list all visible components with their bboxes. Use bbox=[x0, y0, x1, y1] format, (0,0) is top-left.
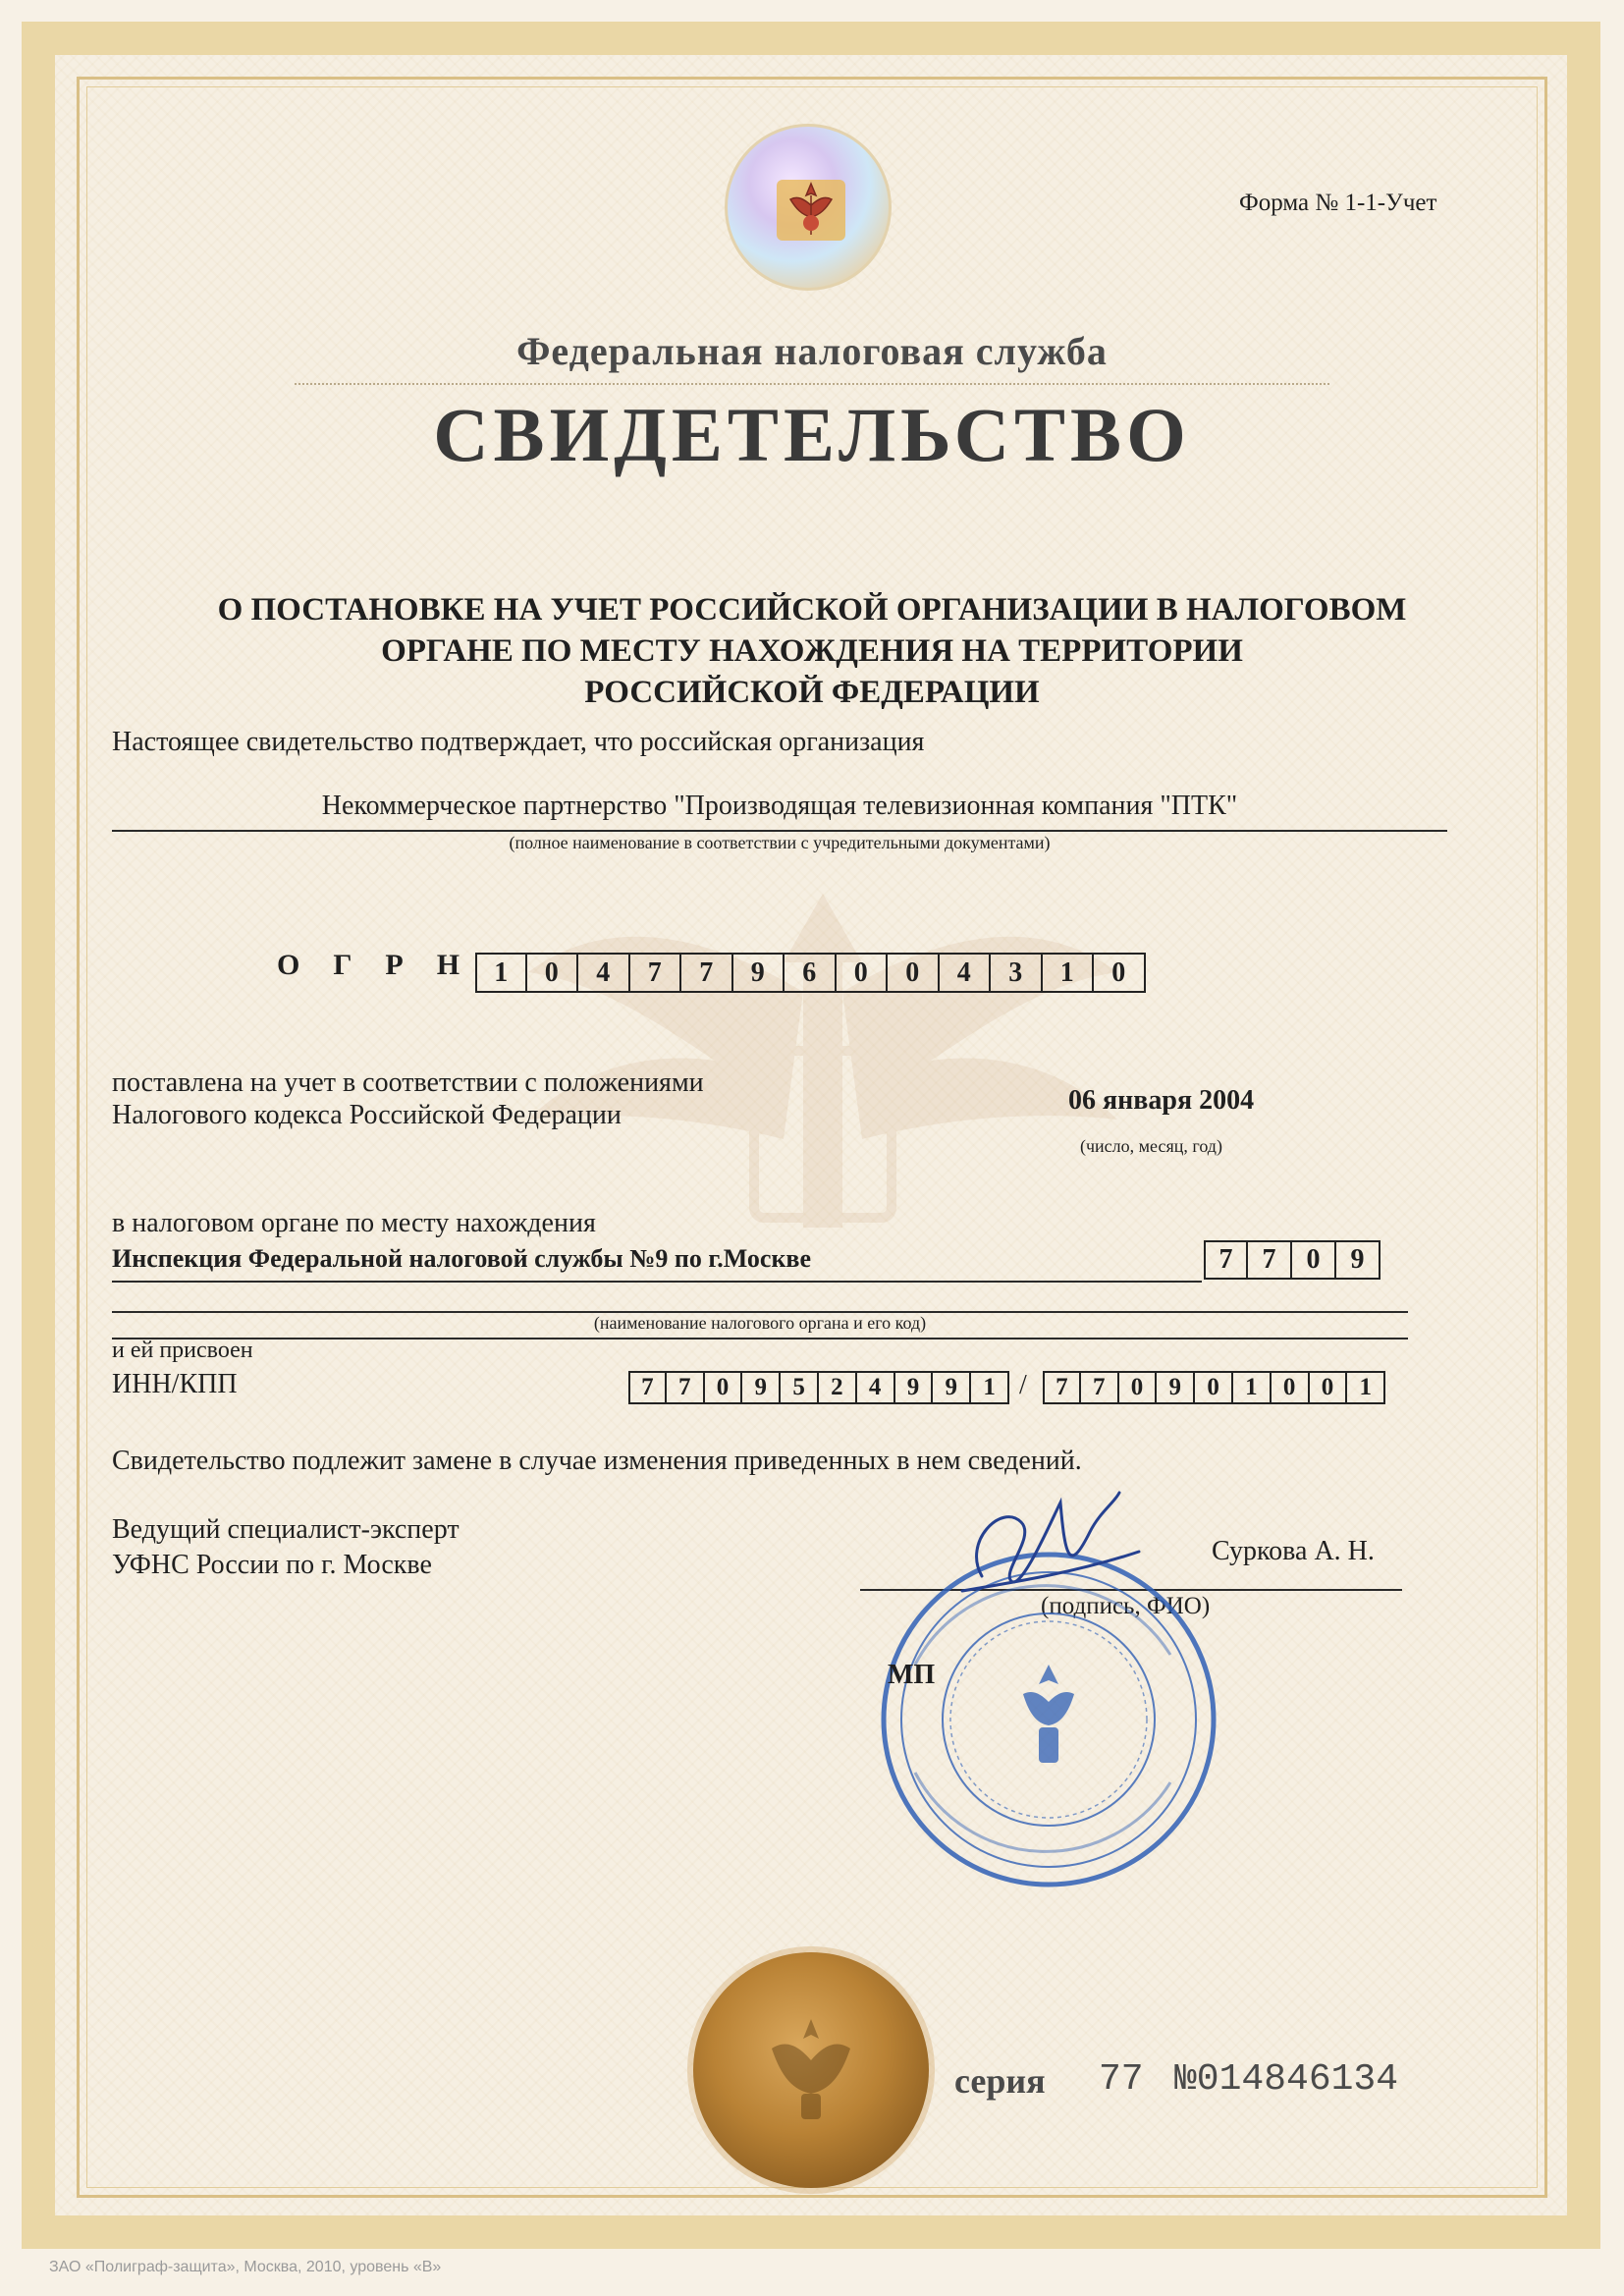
kpp-digit: 0 bbox=[1272, 1371, 1310, 1404]
inn-digit: 9 bbox=[933, 1371, 971, 1404]
subtitle-line: О ПОСТАНОВКЕ НА УЧЕТ РОССИЙСКОЙ ОРГАНИЗАЦИИ В НАЛОГОВОМ bbox=[217, 592, 1407, 628]
kpp-digit: 1 bbox=[1233, 1371, 1272, 1404]
agency-name: Федеральная налоговая служба bbox=[516, 329, 1108, 373]
kpp-digit: 0 bbox=[1310, 1371, 1348, 1404]
registered-text-line1: поставлена на учет в соответствии с положениями bbox=[112, 1067, 704, 1098]
inn-digit: 9 bbox=[895, 1371, 934, 1404]
kpp-digit: 0 bbox=[1195, 1371, 1233, 1404]
code-digit: 7 bbox=[1204, 1240, 1248, 1280]
inn-digit: 2 bbox=[819, 1371, 857, 1404]
org-name-caption: (полное наименование в соответствии с учредительными документами) bbox=[509, 833, 1051, 852]
document-subtitle bbox=[167, 589, 1457, 713]
handwritten-signature-icon bbox=[943, 1483, 1149, 1611]
inn-digit: 7 bbox=[628, 1371, 667, 1404]
subtitle-line: ОРГАНЕ ПО МЕСТУ НАХОЖДЕНИЯ НА ТЕРРИТОРИИ bbox=[381, 633, 1243, 669]
date-caption: (число, месяц, год) bbox=[1080, 1136, 1222, 1156]
official-name: Суркова А. Н. bbox=[1212, 1536, 1375, 1566]
assigned-label: и ей присвоен bbox=[112, 1338, 253, 1363]
subtitle-line: РОССИЙСКОЙ ФЕДЕРАЦИИ bbox=[584, 675, 1040, 710]
ogrn-digit: 7 bbox=[681, 953, 733, 993]
ogrn-digit: 0 bbox=[527, 953, 579, 993]
kpp-digit: 1 bbox=[1347, 1371, 1385, 1404]
inn-digit: 1 bbox=[971, 1371, 1009, 1404]
ogrn-digit: 3 bbox=[991, 953, 1043, 993]
inn-digit: 5 bbox=[781, 1371, 819, 1404]
kpp-digit: 7 bbox=[1043, 1371, 1081, 1404]
org-name-underline bbox=[112, 830, 1447, 832]
stamp-place-label: МП bbox=[888, 1660, 936, 1690]
kpp-digit: 9 bbox=[1157, 1371, 1195, 1404]
replacement-note: Свидетельство подлежит замене в случае изменения приведенных в нем сведений. bbox=[112, 1446, 1082, 1476]
location-label: в налоговом органе по месту нахождения bbox=[112, 1208, 596, 1238]
ogrn-digit: 7 bbox=[630, 953, 682, 993]
organization-name: Некоммерческое партнерство "Производящая телевизионная компания "ПТК" bbox=[321, 791, 1238, 821]
tax-office-name: Инспекция Федеральной налоговой службы №9 по г.Москве bbox=[112, 1244, 812, 1273]
inn-kpp-separator: / bbox=[1019, 1370, 1027, 1400]
series-label: серия bbox=[954, 2061, 1046, 2101]
hologram-emblem bbox=[725, 124, 892, 291]
document-title: СВИДЕТЕЛЬСТВО bbox=[433, 392, 1191, 477]
ogrn-digit: 0 bbox=[837, 953, 889, 993]
inn-kpp-label: ИНН/КПП bbox=[112, 1369, 238, 1399]
caption-underline bbox=[112, 1338, 1408, 1339]
dotted-divider bbox=[295, 383, 1329, 385]
gold-embossed-seal bbox=[693, 1952, 929, 2188]
intro-text: Настоящее свидетельство подтверждает, что российская организация bbox=[112, 727, 925, 757]
state-emblem-hologram-icon bbox=[769, 166, 853, 254]
kpp-digit: 7 bbox=[1081, 1371, 1119, 1404]
registered-text-line2: Налогового кодекса Российской Федерации bbox=[112, 1100, 622, 1130]
ogrn-digit: 4 bbox=[578, 953, 630, 993]
code-digit: 7 bbox=[1248, 1240, 1292, 1280]
ogrn-digit: 4 bbox=[940, 953, 992, 993]
registration-date: 06 января 2004 bbox=[1068, 1085, 1255, 1116]
inn-digit: 4 bbox=[857, 1371, 895, 1404]
ogrn-digit: 0 bbox=[888, 953, 940, 993]
ogrn-digit: 9 bbox=[733, 953, 785, 993]
ogrn-digit: 1 bbox=[1043, 953, 1095, 993]
tax-office-caption: (наименование налогового органа и его код) bbox=[593, 1313, 927, 1333]
series-value: 77 bbox=[1099, 2058, 1144, 2101]
tax-office-code bbox=[1204, 1240, 1380, 1280]
code-digit: 0 bbox=[1292, 1240, 1336, 1280]
kpp-digit: 0 bbox=[1119, 1371, 1158, 1404]
printer-note: ЗАО «Полиграф-защита», Москва, 2010, уровень «В» bbox=[49, 2259, 442, 2275]
ogrn-number bbox=[475, 953, 1146, 993]
tax-office-underline bbox=[112, 1281, 1202, 1283]
ogrn-label: ОГРН bbox=[277, 949, 494, 981]
form-number: Форма № 1-1-Учет bbox=[1239, 190, 1437, 216]
ogrn-digit: 1 bbox=[475, 953, 527, 993]
ogrn-digit: 6 bbox=[785, 953, 837, 993]
inn-number bbox=[628, 1371, 1009, 1404]
kpp-number bbox=[1043, 1371, 1385, 1404]
inn-digit: 0 bbox=[705, 1371, 743, 1404]
certificate-number: №014846134 bbox=[1174, 2058, 1399, 2101]
gold-embossed-seal-icon bbox=[742, 1999, 880, 2137]
inn-digit: 7 bbox=[667, 1371, 705, 1404]
ogrn-digit: 0 bbox=[1094, 953, 1146, 993]
code-digit: 9 bbox=[1336, 1240, 1380, 1280]
official-title-line2: УФНС России по г. Москве bbox=[112, 1550, 432, 1580]
signature-caption: (подпись, ФИО) bbox=[1041, 1593, 1211, 1619]
inn-digit: 9 bbox=[742, 1371, 781, 1404]
official-title-line1: Ведущий специалист-эксперт bbox=[112, 1514, 460, 1545]
